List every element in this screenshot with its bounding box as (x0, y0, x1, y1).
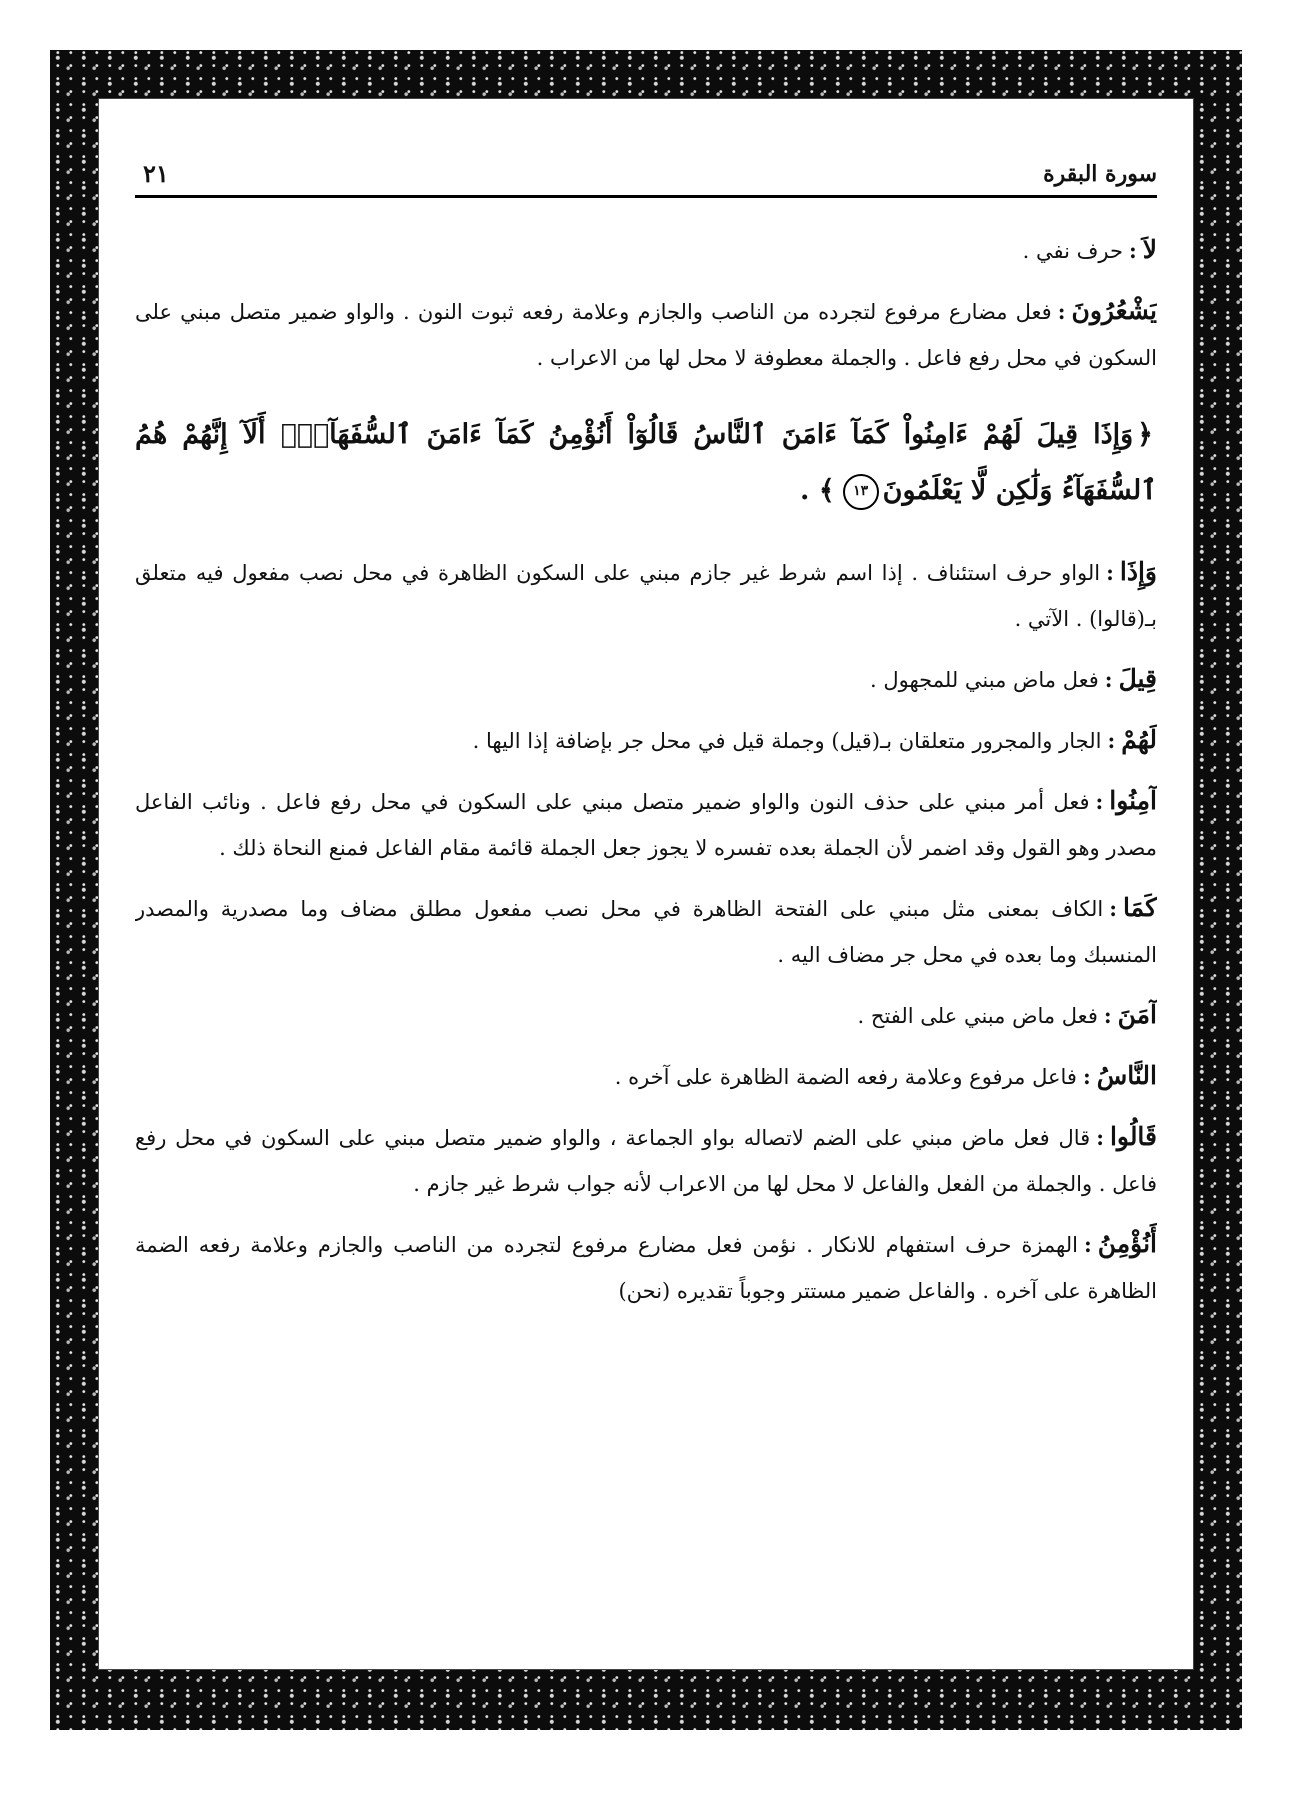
entry-term: لَهُمْ (1121, 725, 1157, 754)
page-content (135, 227, 1157, 1645)
entry-term: قَالُوا (1109, 1122, 1157, 1151)
entry-anuminu (135, 1221, 1157, 1314)
entry-text: فعل مضارع مرفوع لتجرده من الناصب والجازم وعلامة رفعه ثبوت النون . والواو ضمير متصل مبني على السكون في محل رفع فاعل . والجملة معطوفة لا محل لها من الاعراب . (135, 300, 1157, 370)
separator: : (1083, 1232, 1092, 1257)
separator: : (1109, 896, 1118, 921)
quran-verse (135, 407, 1157, 519)
entry-text: فعل ماض مبني للمجهول . (870, 668, 1099, 692)
entry-term: آمِنُوا (1109, 786, 1157, 815)
page-header (135, 155, 1157, 198)
entry-text: الواو حرف استئناف . إذا اسم شرط غير جازم مبني على السكون الظاهرة في محل نصب مفعول فيه متعلق بـ(قالوا) . الآتي . (135, 561, 1157, 631)
separator: : (1095, 789, 1104, 814)
verse-close-bracket: ﴾ . (800, 475, 835, 506)
entry-yashurun (135, 288, 1157, 381)
entry-term: قِيلَ (1118, 664, 1157, 693)
entry-aminu (135, 778, 1157, 871)
separator: : (1128, 238, 1137, 263)
entry-text: حرف نفي . (1022, 239, 1123, 263)
entry-la (135, 227, 1157, 274)
entry-text: الجار والمجرور متعلقان بـ(قيل) وجملة قيل في محل جر بإضافة إذا اليها . (472, 729, 1102, 753)
page (98, 98, 1194, 1670)
entry-term: كَمَا (1123, 893, 1157, 922)
verse-open-bracket: ﴿ (1137, 419, 1153, 450)
entry-annas (135, 1053, 1157, 1100)
entry-text: الكاف بمعنى مثل مبني على الفتحة الظاهرة في محل نصب مفعول مطلق مضاف وما مصدرية والمصدر المنسبك وما بعده في محل جر مضاف اليه . (135, 897, 1157, 967)
entry-text: الهمزة حرف استفهام للانكار . نؤمن فعل مضارع مرفوع لتجرده من الناصب والجازم وعلامة رفعه الضمة الظاهرة على آخره . والفاعل ضمير مستتر وجوباً تقديره (نحن) (135, 1233, 1157, 1303)
entry-waidha (135, 549, 1157, 642)
entry-text: فعل أمر مبني على حذف النون والواو ضمير متصل مبني على السكون في محل رفع فاعل . ونائب الفاعل مصدر وهو القول وقد اضمر لأن الجملة بعده تفسره لا يجوز جعل الجملة قائمة مقام الفاعل فمنع النحاة ذلك . (135, 790, 1157, 860)
separator: : (1104, 667, 1113, 692)
separator: : (1107, 728, 1116, 753)
entry-term: لاَ (1142, 235, 1157, 264)
entry-term: آمَنَ (1117, 1000, 1157, 1029)
surah-title: سورة البقرة (1043, 161, 1157, 187)
ayah-number-marker: ١٣ (843, 474, 879, 510)
entry-term: النَّاسُ (1096, 1061, 1157, 1090)
decorative-border (50, 50, 1242, 1730)
entry-text: فاعل مرفوع وعلامة رفعه الضمة الظاهرة على آخره . (614, 1065, 1077, 1089)
entry-lahum (135, 717, 1157, 764)
entry-amana (135, 992, 1157, 1039)
entry-kama (135, 885, 1157, 978)
entry-term: وَإِذَا (1119, 557, 1157, 586)
entry-qalu (135, 1114, 1157, 1207)
separator: : (1057, 299, 1066, 324)
entry-text: قال فعل ماض مبني على الضم لاتصاله بواو الجماعة ، والواو ضمير متصل مبني على السكون في محل رفع فاعل . والجملة من الفعل والفاعل لا محل لها من الاعراب لأنه جواب شرط غير جازم . (135, 1126, 1157, 1196)
page-number: ٢١ (143, 159, 169, 188)
entry-text: فعل ماض مبني على الفتح . (857, 1004, 1098, 1028)
separator: : (1103, 1003, 1112, 1028)
entry-term: يَشْعُرُونَ (1071, 296, 1157, 325)
separator: : (1082, 1064, 1091, 1089)
entry-term: أَنُؤْمِنُ (1097, 1229, 1157, 1258)
verse-text: وَإِذَا قِيلَ لَهُمْ ءَامِنُواْ كَمَآ ءَامَنَ ٱلنَّاسُ قَالُوٓاْ أَنُؤْمِنُ كَمَآ ءَامَنَ ٱلسُّفَهَآءُۗ أَلَآ إِنَّهُمْ هُمُ ٱلسُّفَهَآءُ وَلَٰكِن لَّا يَعْلَمُونَ (135, 419, 1157, 506)
separator: : (1106, 560, 1114, 585)
entry-qila (135, 656, 1157, 703)
separator: : (1096, 1125, 1104, 1150)
